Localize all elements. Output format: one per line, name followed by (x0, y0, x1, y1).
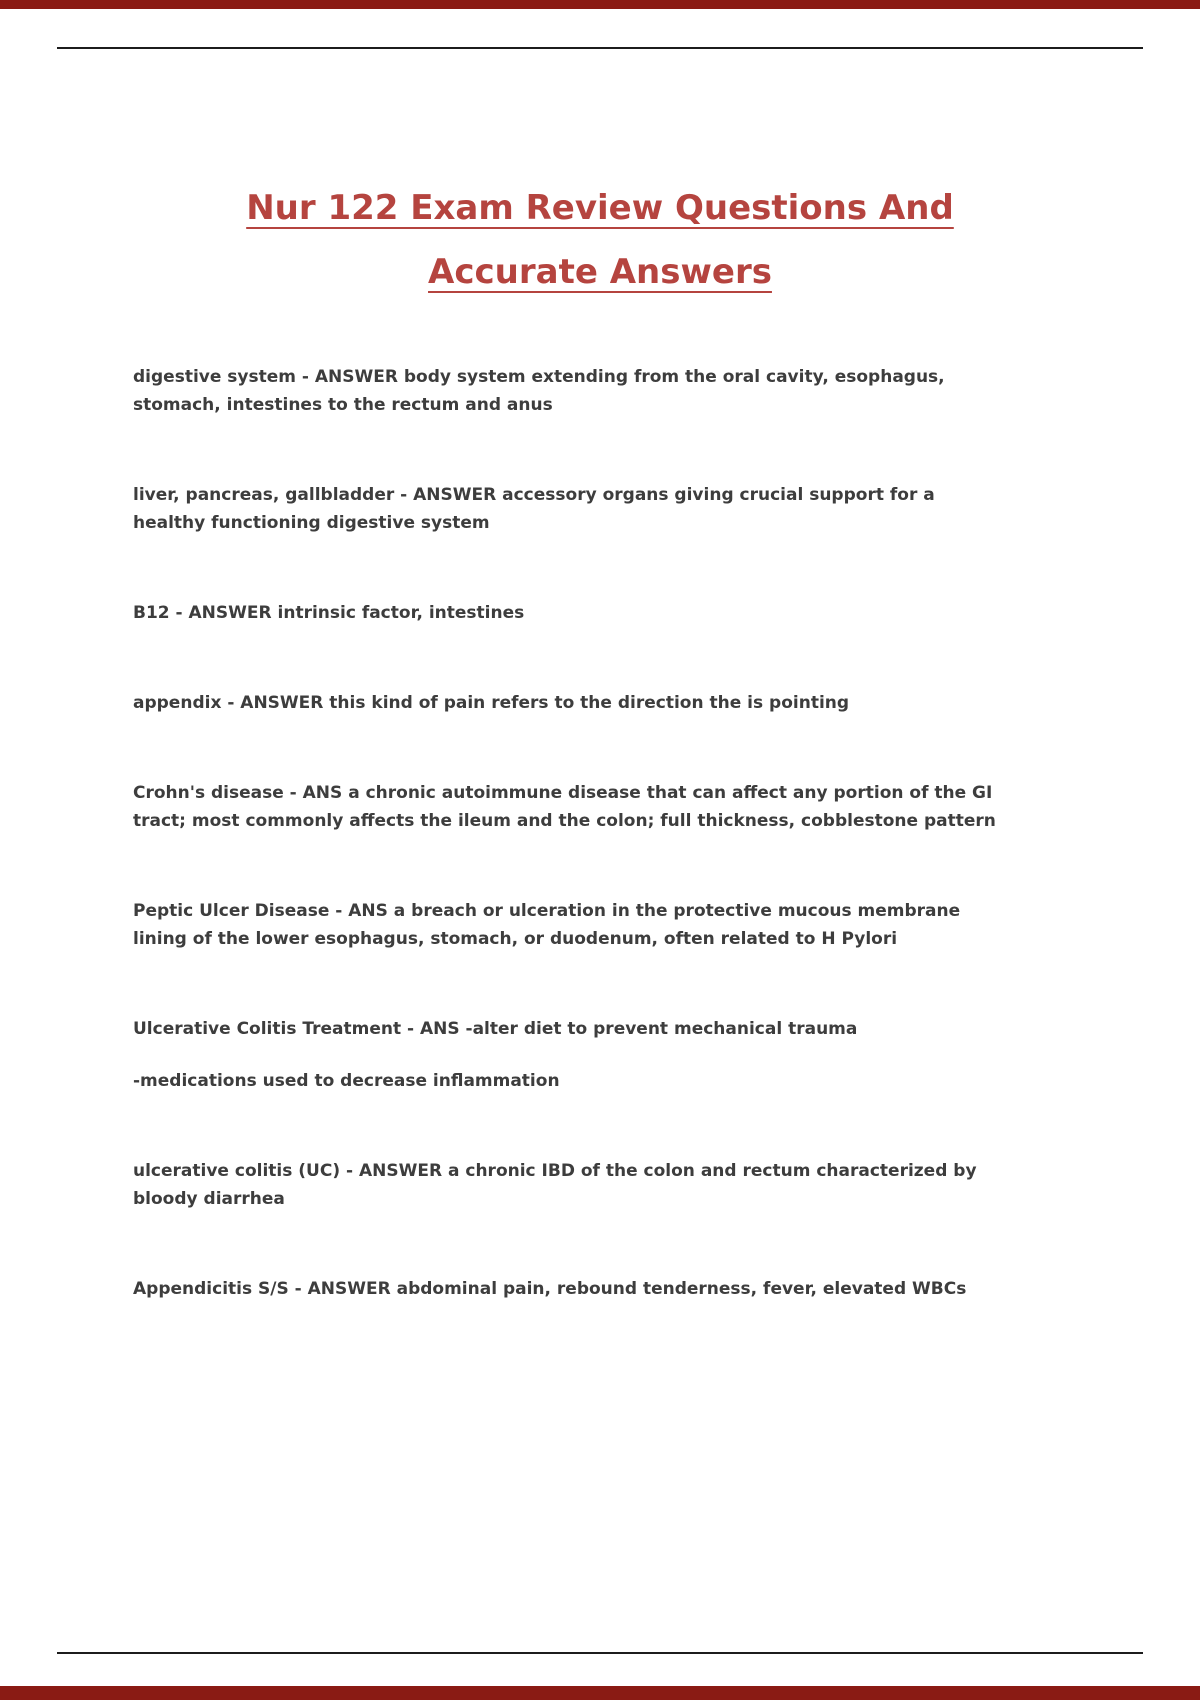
qa-item-appendix: appendix - ANSWER this kind of pain refers to the direction the is pointing (133, 693, 850, 713)
document-title (0, 176, 1200, 304)
qa-item-crohns-disease: Crohn's disease - ANS a chronic autoimmune disease that can affect any portion of the GI tract; most commonly affects the ileum and the colon; full thickness, cobblestone pattern (133, 783, 996, 831)
qa-item-line-1: Ulcerative Colitis Treatment - ANS -alter diet to prevent mechanical trauma (133, 1019, 858, 1039)
qa-item-digestive-system: digestive system - ANSWER body system extending from the oral cavity, esophagus, stomach, intestines to the rectum and anus (133, 367, 945, 415)
qa-item-liver-pancreas-gallbladder: liver, pancreas, gallbladder - ANSWER accessory organs giving crucial support for a healthy functioning digestive system (133, 485, 935, 533)
qa-item-b12: B12 - ANSWER intrinsic factor, intestines (133, 603, 525, 623)
footer-rule (57, 1652, 1143, 1654)
qa-item-line-2: -medications used to decrease inflammation (133, 1071, 560, 1091)
qa-item-peptic-ulcer-disease: Peptic Ulcer Disease - ANS a breach or ulceration in the protective mucous membrane lining of the lower esophagus, stomach, or duodenum, often related to H Pylori (133, 901, 961, 949)
title-line-2: Accurate Answers (428, 252, 772, 292)
qa-item-ulcerative-colitis-uc: ulcerative colitis (UC) - ANSWER a chronic IBD of the colon and rectum characterized by bloody diarrhea (133, 1161, 977, 1209)
page-bottom-border (0, 1686, 1200, 1700)
qa-item-ulcerative-colitis-treatment (133, 1015, 1005, 1095)
page-top-border (0, 0, 1200, 9)
qa-list (133, 363, 1005, 1365)
qa-item-appendicitis-ss: Appendicitis S/S - ANSWER abdominal pain, rebound tenderness, fever, elevated WBCs (133, 1279, 967, 1299)
title-line-1: Nur 122 Exam Review Questions And (246, 188, 954, 228)
header-rule (57, 47, 1143, 49)
